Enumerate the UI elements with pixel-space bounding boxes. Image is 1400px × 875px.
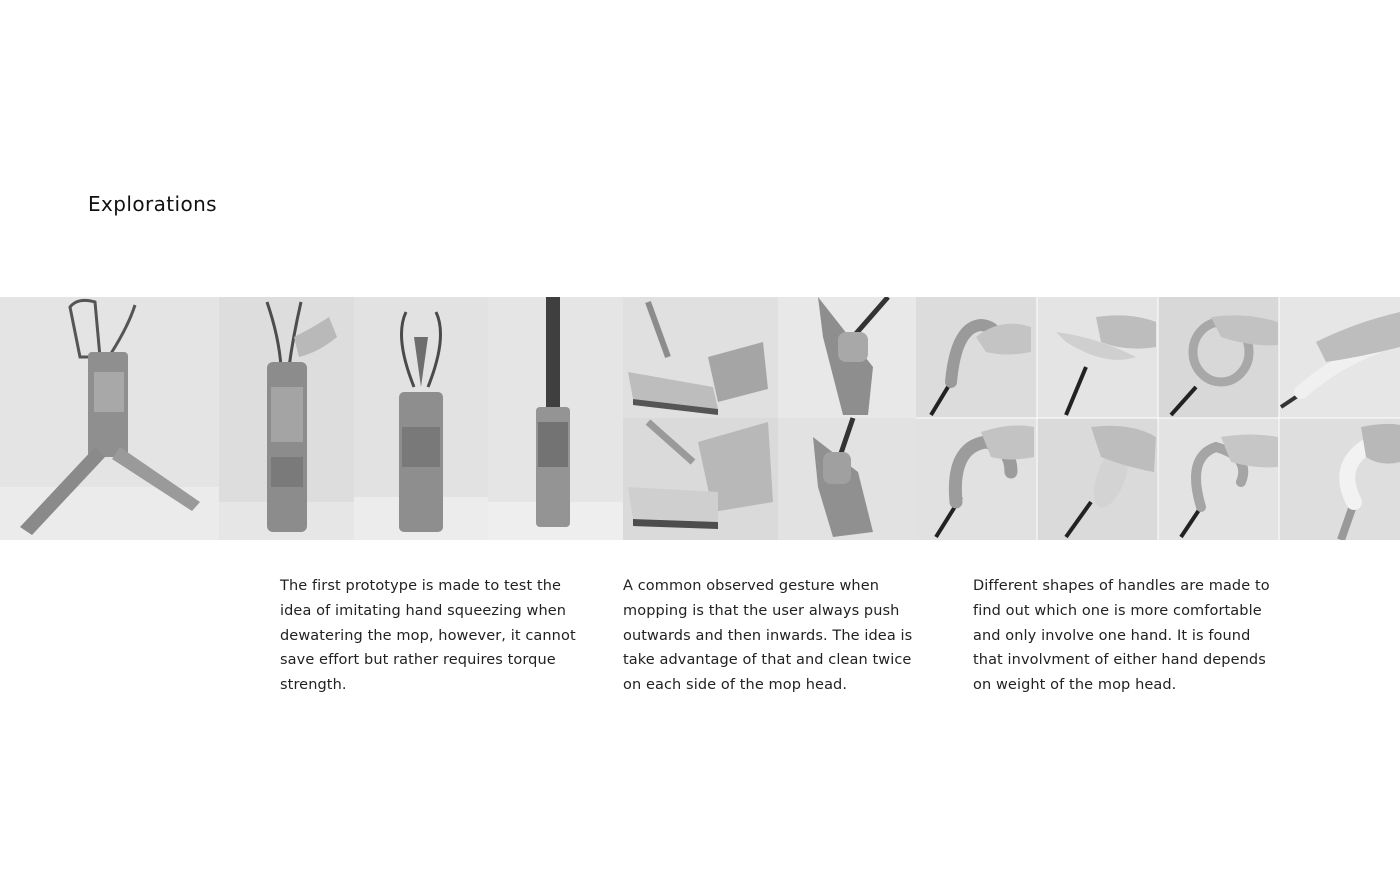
caption-handle-shapes: Different shapes of handles are made to find out which one is more comfortable and only involve one hand. It is found that involvment of either hand depends on weight of the mop head.	[973, 578, 1270, 694]
caption-first-prototype: The first prototype is made to test the idea of imitating hand squeezing when dewatering the mop, however, it cannot save effort but rather requires torque strength.	[280, 578, 576, 694]
page-title: Explorations	[88, 192, 217, 216]
prototype-side-photo	[488, 297, 623, 540]
hand-holding-prototype-photo	[219, 297, 354, 540]
prototype-front-photo	[354, 297, 488, 540]
folding-mop-head-photos	[623, 297, 778, 540]
caption-mopping-gesture: A common observed gesture when mopping is that the user always push outwards and then inwards. The idea is take advantage of that and clean twice on each side of the mop head.	[623, 578, 913, 694]
handle-shape-grid-photos	[916, 297, 1400, 540]
photo-strip	[0, 297, 1400, 540]
tripod-prototype-photo	[0, 297, 219, 540]
wedge-mop-head-photos	[778, 297, 916, 540]
